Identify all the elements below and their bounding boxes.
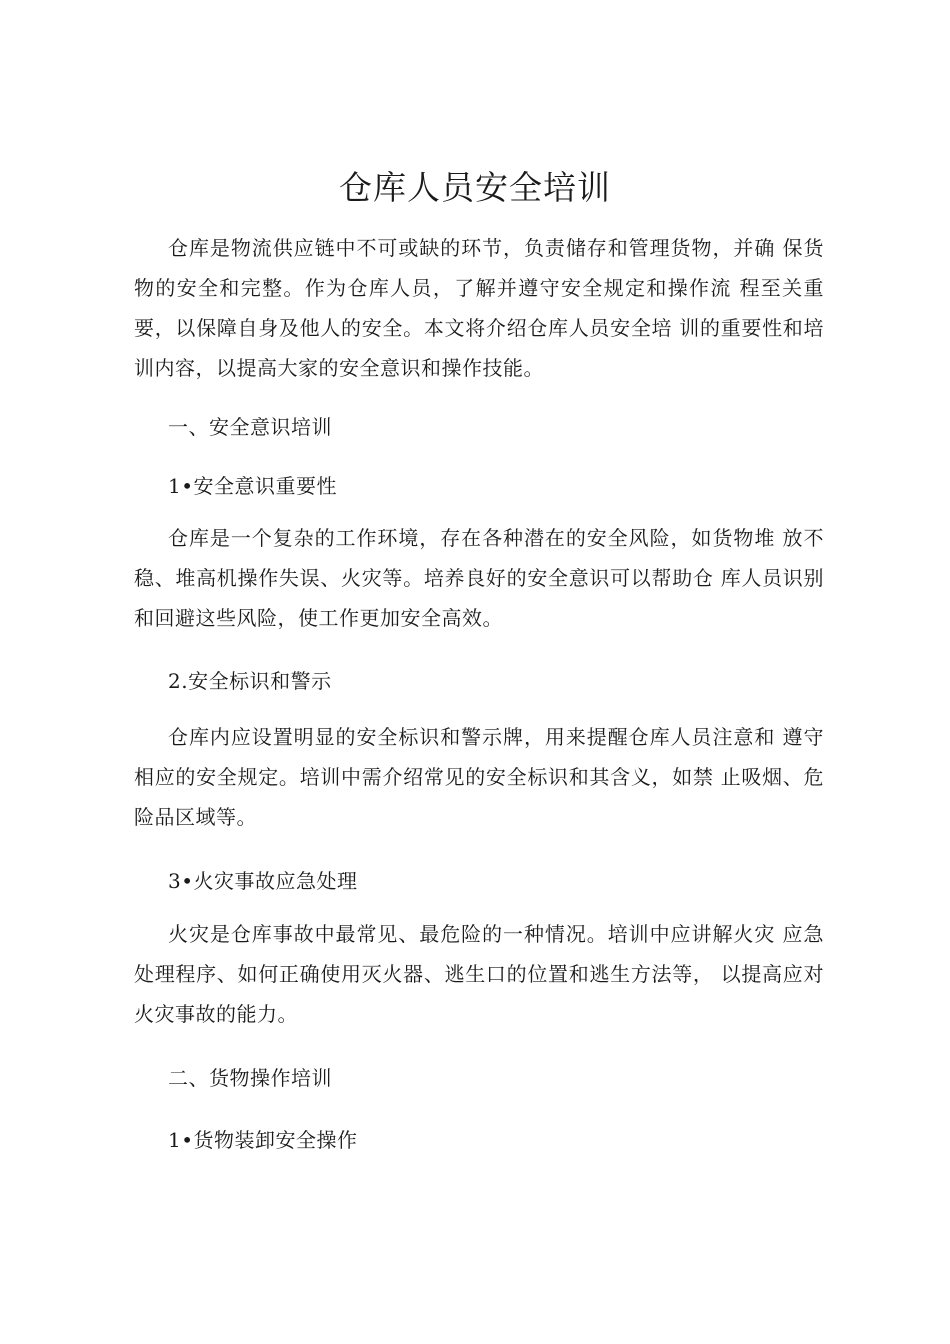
section-1-heading: 一、安全意识培训 bbox=[168, 415, 332, 439]
section-1-item-2-heading: 2.安全标识和警示 bbox=[168, 669, 332, 693]
intro-paragraph: 仓库是物流供应链中不可或缺的环节，负责储存和管理货物，并确 保货物的安全和完整。作为仓库人员，了解并遵守安全规定和操作流 程至关重要，以保障自身及他人的安全。本文将介绍仓库人员安全培 训的重要性和培训内容，以提高大家的安全意识和操作技能。 bbox=[134, 236, 824, 380]
section-2-item-1-heading: 1•货物装卸安全操作 bbox=[168, 1128, 358, 1152]
section-1-item-3-paragraph: 火灾是仓库事故中最常见、最危险的一种情况。培训中应讲解火灾 应急处理程序、如何正确使用灭火器、逃生口的位置和逃生方法等， 以提高应对火灾事故的能力。 bbox=[134, 922, 824, 1026]
section-1-item-2-paragraph: 仓库内应设置明显的安全标识和警示牌，用来提醒仓库人员注意和 遵守相应的安全规定。培训中需介绍常见的安全标识和其含义，如禁 止吸烟、危险品区域等。 bbox=[134, 725, 824, 829]
section-1-item-1-paragraph: 仓库是一个复杂的工作环境，存在各种潜在的安全风险，如货物堆 放不稳、堆高机操作失误、火灾等。培养良好的安全意识可以帮助仓 库人员识别和回避这些风险，使工作更加安全高效。 bbox=[134, 526, 824, 630]
section-1-item-3-heading: 3•火灾事故应急处理 bbox=[168, 869, 358, 893]
section-2-heading: 二、货物操作培训 bbox=[168, 1066, 332, 1090]
section-1-item-1-heading: 1•安全意识重要性 bbox=[168, 474, 338, 498]
document-title: 仓库人员安全培训 bbox=[339, 168, 611, 207]
